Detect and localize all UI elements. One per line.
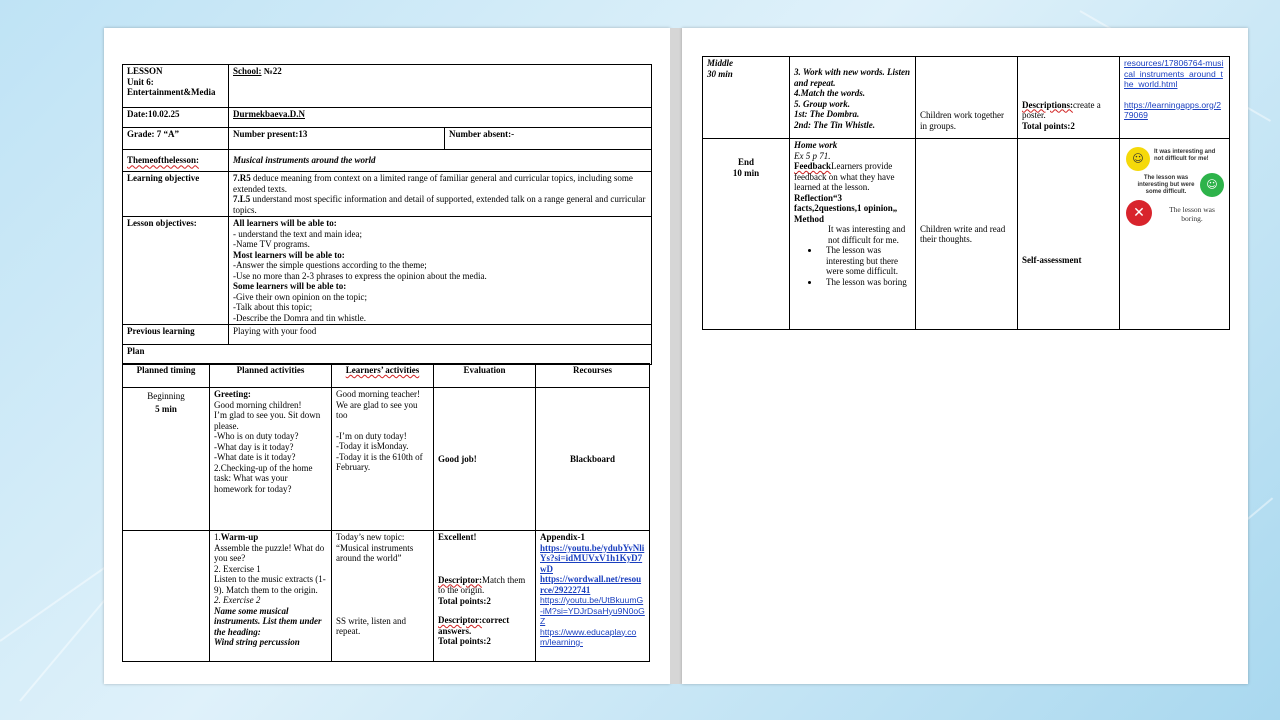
activities-cell: Home work Ex 5 p 71. FeedbackLearners provide feedback on what they have learned at the lesson. Reflection“3 facts,2questions,1 opinion„ Method It was interesting and not difficult for me. • The lesson was interesting but there were some difficult. • The lesson was boring xyxy=(790,139,916,330)
previous-learning-label: Previous learning xyxy=(123,325,229,345)
learning-objective-label: Learning objective xyxy=(123,172,229,217)
table-row xyxy=(123,65,652,108)
timing-cell: Middle 30 min xyxy=(703,57,790,139)
document-page-right xyxy=(682,28,1248,684)
emoji-caption: The lesson was boring. xyxy=(1169,205,1215,223)
table-header-row xyxy=(123,364,650,388)
activities-cell: Greeting: Good morning children! I’m glad to see you. Sit down please. -Who is on duty today? -What day is it today? -What date is it today? 2.Checking-up of the home task: What was your homework for today? xyxy=(210,388,332,531)
theme-label: Themeofthelesson: xyxy=(123,150,229,172)
learners-cell: Children work together in groups. xyxy=(916,57,1018,139)
table-row xyxy=(123,128,652,150)
grade-cell: Grade: 7 “A” xyxy=(123,128,229,150)
column-header: Evaluation xyxy=(434,364,536,388)
school-cell: School: №22 xyxy=(229,65,652,108)
lesson-plan-header-table xyxy=(122,64,652,365)
cross-sad-icon: ✕ xyxy=(1126,200,1152,226)
lesson-unit-cell: LESSON Unit 6: Entertainment&Media xyxy=(123,65,229,108)
resources-cell: Appendix-1 https://youtu.be/ydubYvNliYs?si=idMUVxV1h1KyD7wD https://wordwall.net/resource/29222741 https://youtu.be/UtBkuumG-iM?si=YDJrDsaHyu9N0oGZ https://www.educaplay.com/learning- xyxy=(536,531,650,662)
smiley-happy-icon: ☺ xyxy=(1126,147,1150,171)
learners-cell: Today’s new topic: “Musical instruments around the world” SS write, listen and repeat. xyxy=(332,531,434,662)
plan-table-continued xyxy=(702,56,1230,330)
table-row xyxy=(123,108,652,128)
learning-objective-text: 7.R5 deduce meaning from context on a limited range of familiar general and curricular topics, including some extended texts. 7.L5 understand most specific information and detail of supported, extended talk on a range general and curricular topics. xyxy=(229,172,652,217)
evaluation-cell: Excellent! Descriptor:Match them to the origin. Total points:2 Descriptor:correct answers. Total points:2 xyxy=(434,531,536,662)
smiley-neutral-icon: ☺ xyxy=(1200,173,1224,197)
lesson-objectives-text: All learners will be able to: - understand the text and main idea; -Name TV programs. Most learners will be able to: -Answer the simple questions according to the theme; -Use no more than 2-3 phrases to express the opinion about the media. Some learners will be able to: -Give their own opinion on the topic; -Talk about this topic; -Describe the Domra and tin whistle. xyxy=(229,217,652,325)
timing-cell xyxy=(123,531,210,662)
evaluation-cell: Good job! xyxy=(434,388,536,531)
timing-cell: Beginning 5 min xyxy=(123,388,210,531)
evaluation-cell: Descriptions:create a poster. Total points:2 xyxy=(1018,57,1120,139)
timing-cell: End 10 min xyxy=(703,139,790,330)
table-row xyxy=(123,531,650,662)
column-header: Learners’ activities xyxy=(332,364,434,388)
column-header: Planned activities xyxy=(210,364,332,388)
plan-label: Plan xyxy=(123,345,652,365)
resource-link[interactable]: https://youtu.be/UtBkuumG-iM?si=YDJrDsaHyu9N0oGZ xyxy=(540,595,645,626)
number-absent-cell: Number absent:- xyxy=(445,128,652,150)
self-assessment-image xyxy=(1122,145,1228,233)
activities-cell: 1.Warm-up Assemble the puzzle! What do you see? 2. Exercise 1 Listen to the music extracts (1-9). Match them to the origin. 2. Exercise 2 Name some musical instruments. List them under the heading: Wind string percussion xyxy=(210,531,332,662)
document-page-left xyxy=(104,28,670,684)
table-row xyxy=(123,325,652,345)
resource-link[interactable]: https://wordwall.net/resource/29222741 xyxy=(540,574,642,595)
resources-cell xyxy=(1120,139,1230,330)
lesson-objectives-label: Lesson objectives: xyxy=(123,217,229,325)
table-row xyxy=(123,150,652,172)
reflection-list: • The lesson was interesting but there were some difficult. • The lesson was boring xyxy=(794,245,911,287)
learners-cell: Good morning teacher! We are glad to see you too -I’m on duty today! -Today it isMonday. -Today it is the 610th of February. xyxy=(332,388,434,531)
table-row xyxy=(703,57,1230,139)
table-row xyxy=(703,139,1230,330)
emoji-caption: It was interesting and not difficult for me! xyxy=(1154,149,1216,162)
resource-link[interactable]: https://www.educaplay.com/learning- xyxy=(540,626,637,647)
resource-link[interactable]: https://youtu.be/ydubYvNliYs?si=idMUVxV1h1KyD7wD xyxy=(540,542,645,574)
page-gutter xyxy=(670,28,682,684)
plan-table xyxy=(122,363,650,662)
resources-cell: Blackboard xyxy=(536,388,650,531)
date-cell: Date:10.02.25 xyxy=(123,108,229,128)
previous-learning-value: Playing with your food xyxy=(229,325,652,345)
table-row xyxy=(123,388,650,531)
number-present-cell: Number present:13 xyxy=(229,128,445,150)
table-row xyxy=(123,172,652,217)
theme-value: Musical instruments around the world xyxy=(229,150,652,172)
table-row xyxy=(123,217,652,325)
activities-cell: 3. Work with new words. Listen and repeat. 4.Match the words. 5. Group work. 1st: The Dombra. 2nd: The Tin Whistle. xyxy=(790,57,916,139)
emoji-caption: The lesson was interesting but were some difficult. xyxy=(1137,175,1195,195)
resources-cell xyxy=(1120,57,1230,139)
table-row xyxy=(123,345,652,365)
resource-link[interactable]: https://learningapps.org/279069 xyxy=(1124,99,1221,120)
teacher-cell: Durmekbaeva.D.N xyxy=(229,108,652,128)
evaluation-cell: Self-assessment xyxy=(1018,139,1120,330)
learners-cell: Children write and read their thoughts. xyxy=(916,139,1018,330)
column-header: Planned timing xyxy=(123,364,210,388)
column-header: Recourses xyxy=(536,364,650,388)
resource-link[interactable]: resources/17806764-musical_instruments_around_the_world.html xyxy=(1124,58,1224,89)
